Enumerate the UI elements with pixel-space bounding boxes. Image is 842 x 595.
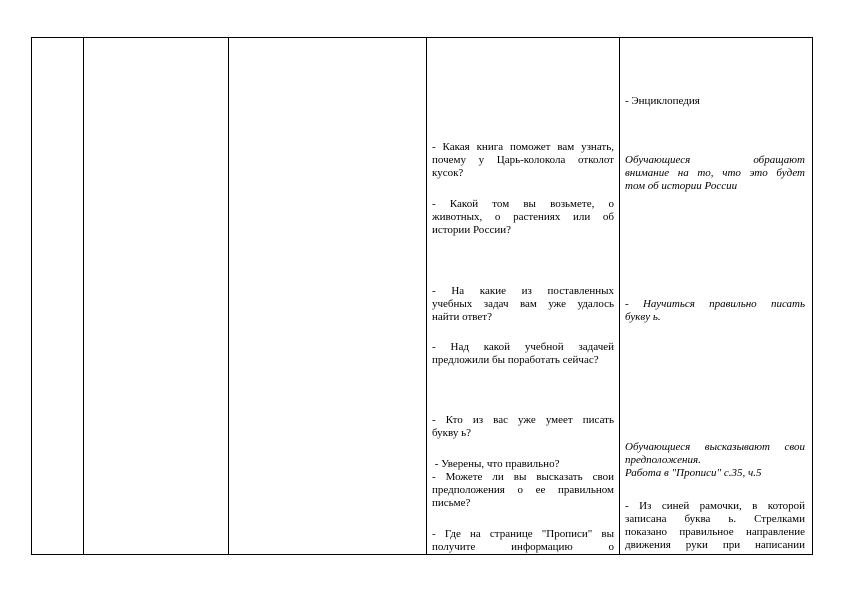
column-divider-4 (619, 37, 620, 555)
question-suggest (432, 471, 614, 510)
question-tasks-answered (432, 285, 614, 324)
answer-suggestions (625, 441, 805, 480)
question-who-can-line-1: - Кто из вас уже умеет писать (432, 414, 614, 426)
question-book-line-3: кусок? (432, 167, 464, 179)
answer-attention-line-2: внимание на то, что это будет (625, 167, 805, 179)
question-volume (432, 198, 614, 237)
column-divider-1 (83, 37, 84, 555)
answer-attention (625, 154, 805, 193)
answer-work-line: Работа в "Прописи" с.35, ч.5 (625, 467, 762, 479)
question-suggest-line-2: предположения о ее правильном (432, 484, 614, 496)
answer-suggest-line-1: Обучающиеся высказывают свои (625, 441, 805, 453)
question-sure-line: - Уверены, что правильно? (432, 458, 560, 470)
answer-attention-line-3: том об истории России (625, 180, 738, 192)
answer-frame-line-2: записана буква ь. Стрелками (625, 513, 805, 525)
question-book (432, 141, 614, 180)
question-suggest-line-3: письме? (432, 497, 471, 509)
answer-learn-line-2: букву ь. (625, 311, 661, 323)
question-volume-line-2: животных, о растениях или об (432, 211, 614, 223)
answer-frame-line-3: показано правильное направление (625, 526, 805, 538)
question-book-line-1: - Какая книга поможет вам узнать, (432, 141, 614, 153)
question-tasks-line-1: - На какие из поставленных (432, 285, 614, 297)
question-who-can-write (432, 414, 614, 440)
question-book-line-2: почему у Царь-колокола отколот (432, 154, 614, 166)
question-tasks-line-3: найти ответ? (432, 311, 492, 323)
question-task-now (432, 341, 614, 367)
question-volume-line-3: истории России? (432, 224, 511, 236)
column-divider-3 (426, 37, 427, 555)
question-suggest-line-1: - Можете ли вы высказать свои (432, 471, 614, 483)
question-sure (432, 458, 614, 471)
answer-suggest-line-2: предположения. (625, 454, 701, 466)
question-task-now-line-1: - Над какой учебной задачей (432, 341, 614, 353)
column-divider-2 (228, 37, 229, 555)
question-task-now-line-2: предложили бы поработать сейчас? (432, 354, 599, 366)
answer-frame-line-4: движения руки при написании (625, 539, 805, 551)
answer-learn-letter (625, 298, 805, 324)
answer-attention-line-1: Обучающиеся обращают (625, 154, 805, 166)
answer-blue-frame (625, 500, 805, 552)
question-tasks-line-2: учебных задач вам уже удалось (432, 298, 614, 310)
answer-encyclopedia-line: - Энциклопедия (625, 95, 700, 107)
answer-frame-line-1: - Из синей рамочки, в которой (625, 500, 805, 512)
question-where-line-1: - Где на странице "Прописи" вы (432, 528, 614, 540)
question-volume-line-1: - Какой том вы возьмете, о (432, 198, 614, 210)
question-who-can-line-2: букву ь? (432, 427, 471, 439)
question-where-line-2: получите информацию о (432, 541, 614, 553)
question-where (432, 528, 614, 554)
answer-learn-line-1: - Научиться правильно писать (625, 298, 805, 310)
answer-encyclopedia (625, 95, 805, 108)
